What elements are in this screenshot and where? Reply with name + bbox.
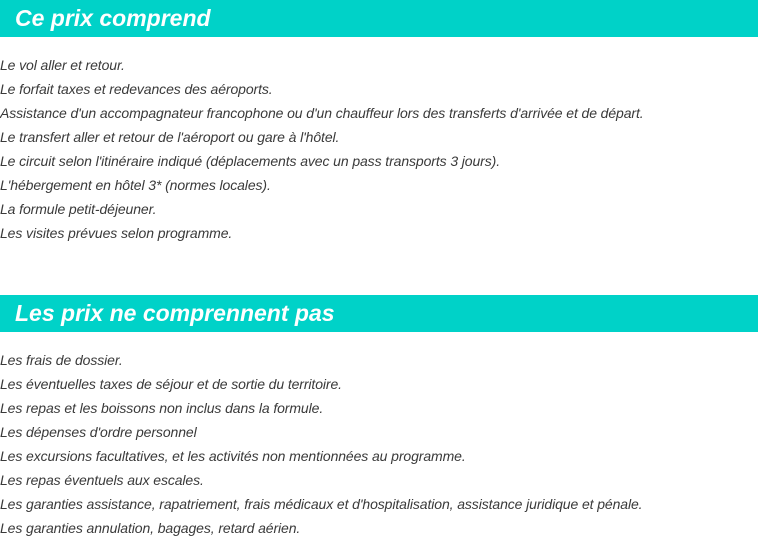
list-item: Le transfert aller et retour de l'aéroport ou gare à l'hôtel. (0, 129, 340, 145)
list-item: Les repas éventuels aux escales. (0, 472, 204, 488)
list-item: Les dépenses d'ordre personnel (0, 424, 197, 440)
list-item: La formule petit-déjeuner. (0, 201, 157, 217)
list-item: Assistance d'un accompagnateur francophone ou d'un chauffeur lors des transferts d'arrivée et de départ. (0, 105, 644, 121)
list-item: Les visites prévues selon programme. (0, 225, 233, 241)
list-item: Le circuit selon l'itinéraire indiqué (déplacements avec un pass transports 3 jours). (0, 153, 500, 169)
list-item: Le forfait taxes et redevances des aéroports. (0, 81, 273, 97)
list-item: Les excursions facultatives, et les activités non mentionnées au programme. (0, 448, 466, 464)
list-item: Les repas et les boissons non inclus dans la formule. (0, 400, 324, 416)
list-item: Les éventuelles taxes de séjour et de sortie du territoire. (0, 376, 342, 392)
list-item: L'hébergement en hôtel 3* (normes locales). (0, 177, 271, 193)
included-list (0, 53, 644, 245)
list-item: Les garanties annulation, bagages, retard aérien. (0, 520, 301, 536)
included-section-title: Ce prix comprend (0, 0, 758, 37)
list-item: Les frais de dossier. (0, 352, 123, 368)
excluded-list (0, 348, 642, 540)
excluded-section-title: Les prix ne comprennent pas (0, 295, 758, 332)
list-item: Le vol aller et retour. (0, 57, 125, 73)
list-item: Les garanties assistance, rapatriement, frais médicaux et d'hospitalisation, assistance juridique et pénale. (0, 496, 643, 512)
